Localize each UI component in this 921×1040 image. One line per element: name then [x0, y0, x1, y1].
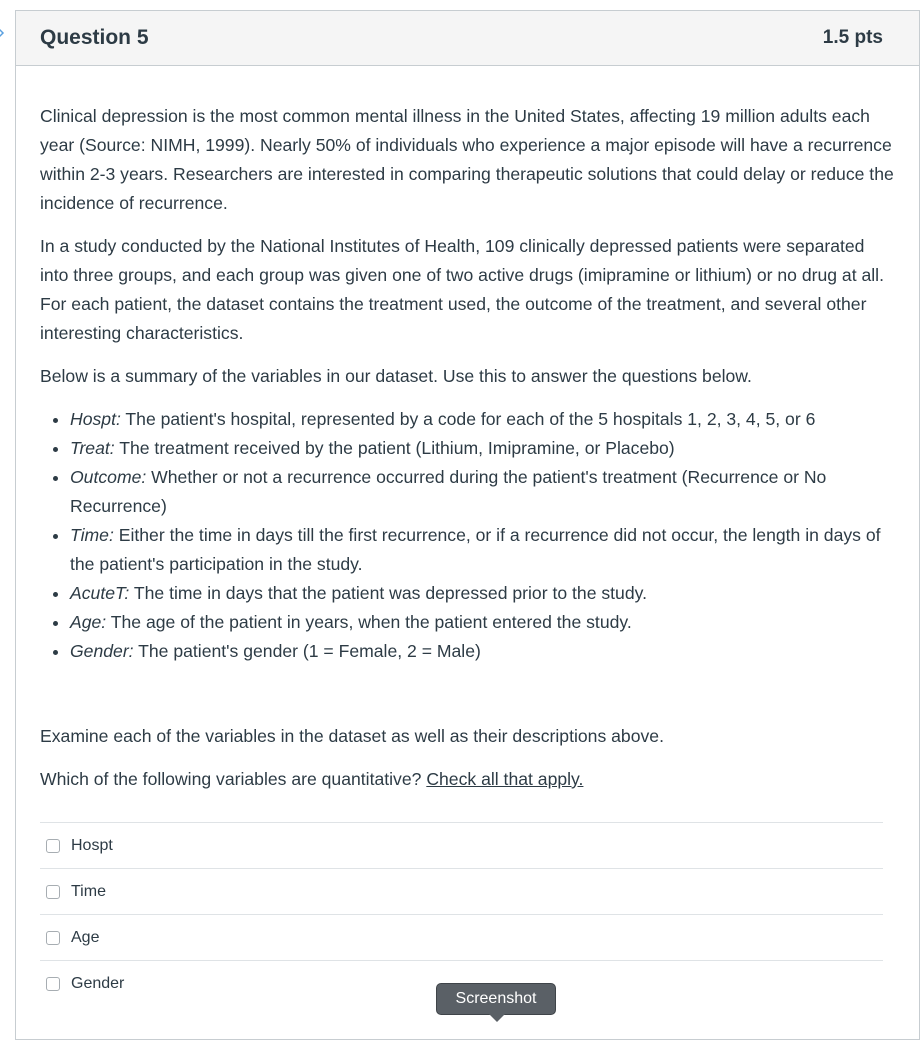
list-item [70, 637, 895, 666]
variable-name: Outcome: [70, 467, 147, 487]
variable-name: Age: [70, 612, 107, 632]
answer-option-age[interactable] [40, 914, 883, 960]
variable-name: Hospt: [70, 409, 121, 429]
answer-label: Gender [71, 974, 125, 992]
variable-name: Treat: [70, 438, 115, 458]
variable-desc: The patient's hospital, represented by a code for each of the 5 hospitals 1, 2, 3, 4, 5, or 6 [120, 409, 816, 429]
list-item [70, 463, 895, 521]
question-body [16, 66, 919, 794]
checkbox[interactable] [46, 931, 60, 945]
answer-list [40, 822, 883, 1006]
question-points: 1.5 pts [822, 27, 883, 48]
answer-label: Age [71, 928, 100, 946]
question-header [16, 11, 919, 66]
variable-name: AcuteT: [70, 583, 130, 603]
variable-desc: Either the time in days till the first recurrence, or if a recurrence did not occur, the length in days of the patient's participation in the study. [70, 525, 881, 574]
checkbox[interactable] [46, 977, 60, 991]
paragraph-intro: Clinical depression is the most common mental illness in the United States, affecting 19 million adults each year (Source: NIMH, 1999). Nearly 50% of individuals who experience a major episode will have a recurrence within 2-3 years. Researchers are interested in comparing therapeutic solutions that could delay or reduce the incidence of recurrence. [40, 106, 894, 213]
answer-label: Time [71, 882, 106, 900]
paragraph-study: In a study conducted by the National Institutes of Health, 109 clinically depressed patients were separated into three groups, and each group was given one of two active drugs (imipramine or lithium) or no drug at all. For each patient, the dataset contains the treatment used, the outcome of the treatment, and several other interesting characteristics. [40, 236, 884, 343]
answer-option-time[interactable] [40, 868, 883, 914]
chevron-right-icon [0, 26, 6, 40]
list-item [70, 608, 895, 637]
question-title: Question 5 [40, 26, 149, 49]
variable-name: Time: [70, 525, 114, 545]
variable-list [40, 405, 895, 666]
paragraph-examine: Examine each of the variables in the dataset as well as their descriptions above. [40, 726, 664, 746]
list-item [70, 579, 895, 608]
answer-option-hospt[interactable] [40, 822, 883, 868]
list-item [70, 405, 895, 434]
variable-name: Gender: [70, 641, 134, 661]
variable-desc: The age of the patient in years, when the patient entered the study. [106, 612, 632, 632]
answer-label: Hospt [71, 836, 113, 854]
variable-desc: The patient's gender (1 = Female, 2 = Male) [133, 641, 481, 661]
screenshot-tooltip: Screenshot [436, 983, 556, 1015]
prompt-text: Which of the following variables are quantitative? [40, 769, 427, 789]
list-item [70, 434, 895, 463]
check-all-link[interactable]: Check all that apply. [426, 769, 584, 789]
checkbox[interactable] [46, 885, 60, 899]
spacer [40, 680, 895, 722]
variable-desc: Whether or not a recurrence occurred during the patient's treatment (Recurrence or No Recurrence) [70, 467, 827, 516]
variable-desc: The treatment received by the patient (Lithium, Imipramine, or Placebo) [114, 438, 675, 458]
question-card [15, 10, 920, 1040]
tooltip-arrow [489, 1014, 505, 1022]
question-prompt [40, 765, 895, 794]
list-item [70, 521, 895, 579]
checkbox[interactable] [46, 839, 60, 853]
paragraph-summary: Below is a summary of the variables in our dataset. Use this to answer the questions below. [40, 366, 752, 386]
variable-desc: The time in days that the patient was depressed prior to the study. [129, 583, 648, 603]
